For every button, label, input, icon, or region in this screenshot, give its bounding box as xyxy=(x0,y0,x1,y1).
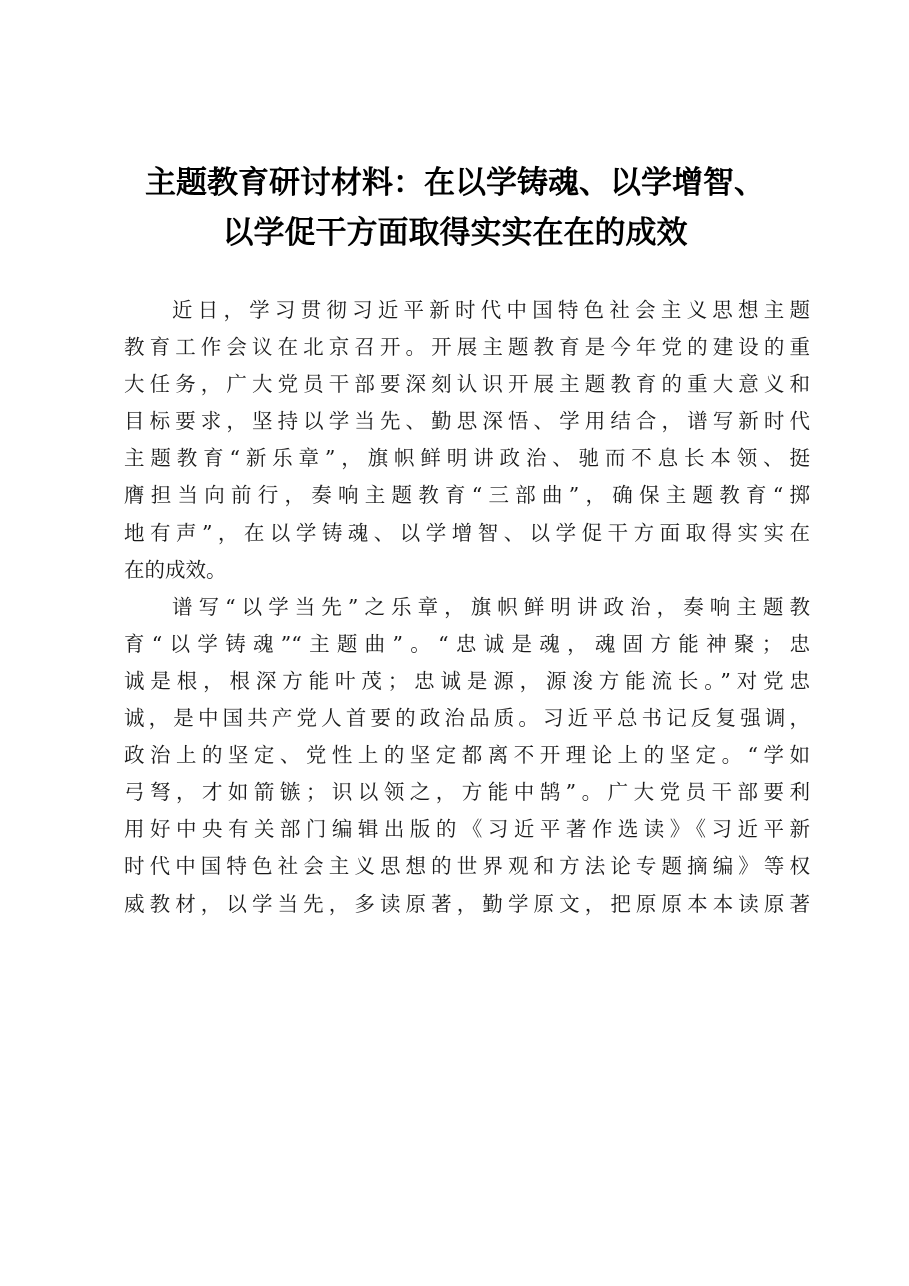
paragraph-line: 教育工作会议在北京召开。开展主题教育是今年党的建设的重 xyxy=(124,335,810,360)
paragraph-line: 近日，学习贯彻习近平新时代中国特色社会主义思想主题 xyxy=(172,298,810,322)
paragraph-line: 膺担当向前行，奏响主题教育“三部曲”，确保主题教育“掷 xyxy=(124,483,810,508)
paragraph-line: 主题教育“新乐章”，旗帜鲜明讲政治、驰而不息长本领、挺 xyxy=(124,446,810,471)
paragraph-line: 目标要求，坚持以学当先、勤思深悟、学用结合，谱写新时代 xyxy=(124,409,810,434)
document-body xyxy=(124,292,810,923)
paragraph-line: 育“以学铸魂”“主题曲”。“忠诚是魂，魂固方能神聚；忠 xyxy=(124,631,810,656)
paragraph-line: 地有声”，在以学铸魂、以学增智、以学促干方面取得实实在 xyxy=(124,520,810,545)
paragraph-line: 弓弩，才如箭镞；识以领之，方能中鹄”。广大党员干部要利 xyxy=(124,780,810,805)
paragraph-1 xyxy=(124,292,810,589)
document-title-line-2: 以学促干方面取得实实在在的成效 xyxy=(222,215,688,251)
paragraph-line: 用好中央有关部门编辑出版的《习近平著作选读》《习近平新 xyxy=(124,817,810,842)
paragraph-line: 诚是根，根深方能叶茂；忠诚是源，源浚方能流长。”对党忠 xyxy=(124,668,810,693)
paragraph-line: 在的成效。 xyxy=(124,557,227,582)
paragraph-line: 诚，是中国共产党人首要的政治品质。习近平总书记反复强调， xyxy=(124,706,810,731)
paragraph-line: 大任务，广大党员干部要深刻认识开展主题教育的重大意义和 xyxy=(124,372,810,397)
document-title-line-1: 主题教育研讨材料：在以学铸魂、以学增智、 xyxy=(145,165,765,201)
paragraph-line: 威教材，以学当先，多读原著，勤学原文，把原原本本读原著 xyxy=(124,891,810,916)
paragraph-line: 政治上的坚定、党性上的坚定都离不开理论上的坚定。“学如 xyxy=(124,743,810,768)
paragraph-line: 谱写“以学当先”之乐章，旗帜鲜明讲政治，奏响主题教 xyxy=(172,594,810,619)
paragraph-line: 时代中国特色社会主义思想的世界观和方法论专题摘编》等权 xyxy=(124,854,810,879)
paragraph-2 xyxy=(124,589,810,923)
